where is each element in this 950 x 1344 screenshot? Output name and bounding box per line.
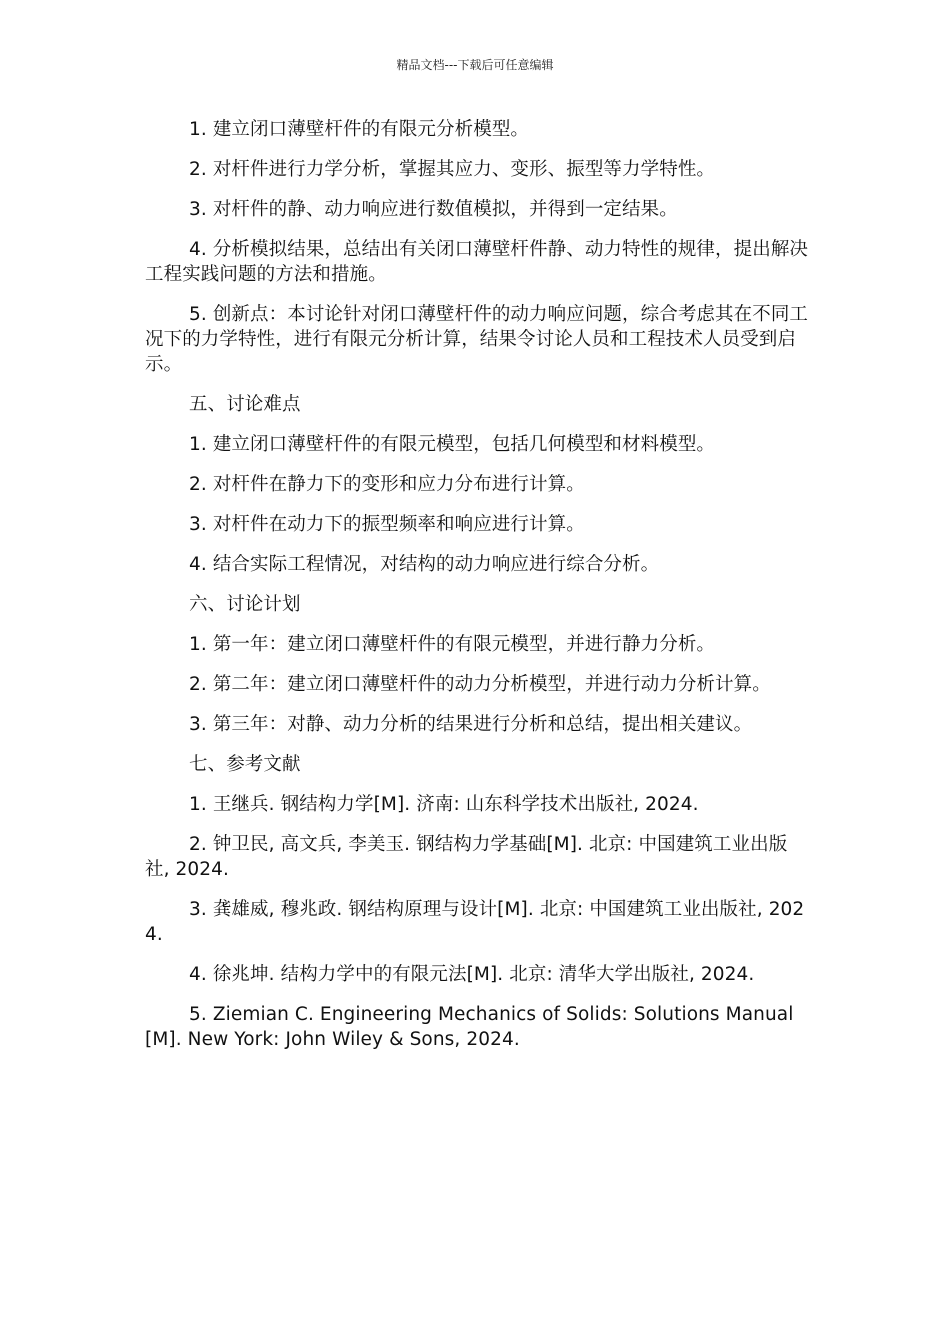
paragraph-objective-3: 3. 对杆件的静、动力响应进行数值模拟，并得到一定结果。 bbox=[189, 199, 678, 220]
page-header: 精品文档---下载后可任意编辑 bbox=[396, 58, 554, 72]
paragraph-difficulty-4: 4. 结合实际工程情况，对结构的动力响应进行综合分析。 bbox=[189, 554, 660, 575]
paragraph-plan-1: 1. 第一年：建立闭口薄壁杆件的有限元模型，并进行静力分析。 bbox=[189, 634, 716, 655]
paragraph-innovation: 5. 创新点：本讨论针对闭口薄壁杆件的动力响应问题，综合考虑其在不同工况下的力学特性，进行有限元分析计算，结果令讨论人员和工程技术人员受到启示。 bbox=[145, 304, 809, 375]
paragraph-difficulty-3: 3. 对杆件在动力下的振型频率和响应进行计算。 bbox=[189, 514, 585, 535]
paragraph-plan-3: 3. 第三年：对静、动力分析的结果进行分析和总结，提出相关建议。 bbox=[189, 714, 753, 735]
reference-1: 1. 王继兵. 钢结构力学[M]. 济南: 山东科学技术出版社, 2024. bbox=[189, 794, 699, 815]
reference-3: 3. 龚雄威, 穆兆政. 钢结构原理与设计[M]. 北京: 中国建筑工业出版社, 2024. bbox=[145, 899, 805, 945]
paragraph-plan-2: 2. 第二年：建立闭口薄壁杆件的动力分析模型，并进行动力分析计算。 bbox=[189, 674, 771, 695]
reference-5: 5. Ziemian C. Engineering Mechanics of Solids: Solutions Manual[M]. New York: John Wiley & Sons, 2024. bbox=[145, 1004, 794, 1050]
reference-2: 2. 钟卫民, 高文兵, 李美玉. 钢结构力学基础[M]. 北京: 中国建筑工业出版社, 2024. bbox=[145, 834, 788, 880]
section-heading-references: 七、参考文献 bbox=[189, 754, 301, 775]
paragraph-objective-4: 4. 分析模拟结果，总结出有关闭口薄壁杆件静、动力特性的规律，提出解决工程实践问题的方法和措施。 bbox=[145, 239, 809, 285]
paragraph-difficulty-2: 2. 对杆件在静力下的变形和应力分布进行计算。 bbox=[189, 474, 585, 495]
section-heading-difficulties: 五、讨论难点 bbox=[189, 394, 301, 415]
reference-4: 4. 徐兆坤. 结构力学中的有限元法[M]. 北京: 清华大学出版社, 2024. bbox=[189, 964, 755, 985]
document-body bbox=[145, 117, 810, 1067]
paragraph-difficulty-1: 1. 建立闭口薄壁杆件的有限元模型，包括几何模型和材料模型。 bbox=[189, 434, 716, 455]
paragraph-objective-2: 2. 对杆件进行力学分析，掌握其应力、变形、振型等力学特性。 bbox=[189, 159, 716, 180]
paragraph-objective-1: 1. 建立闭口薄壁杆件的有限元分析模型。 bbox=[189, 119, 530, 140]
section-heading-plan: 六、讨论计划 bbox=[189, 594, 301, 615]
